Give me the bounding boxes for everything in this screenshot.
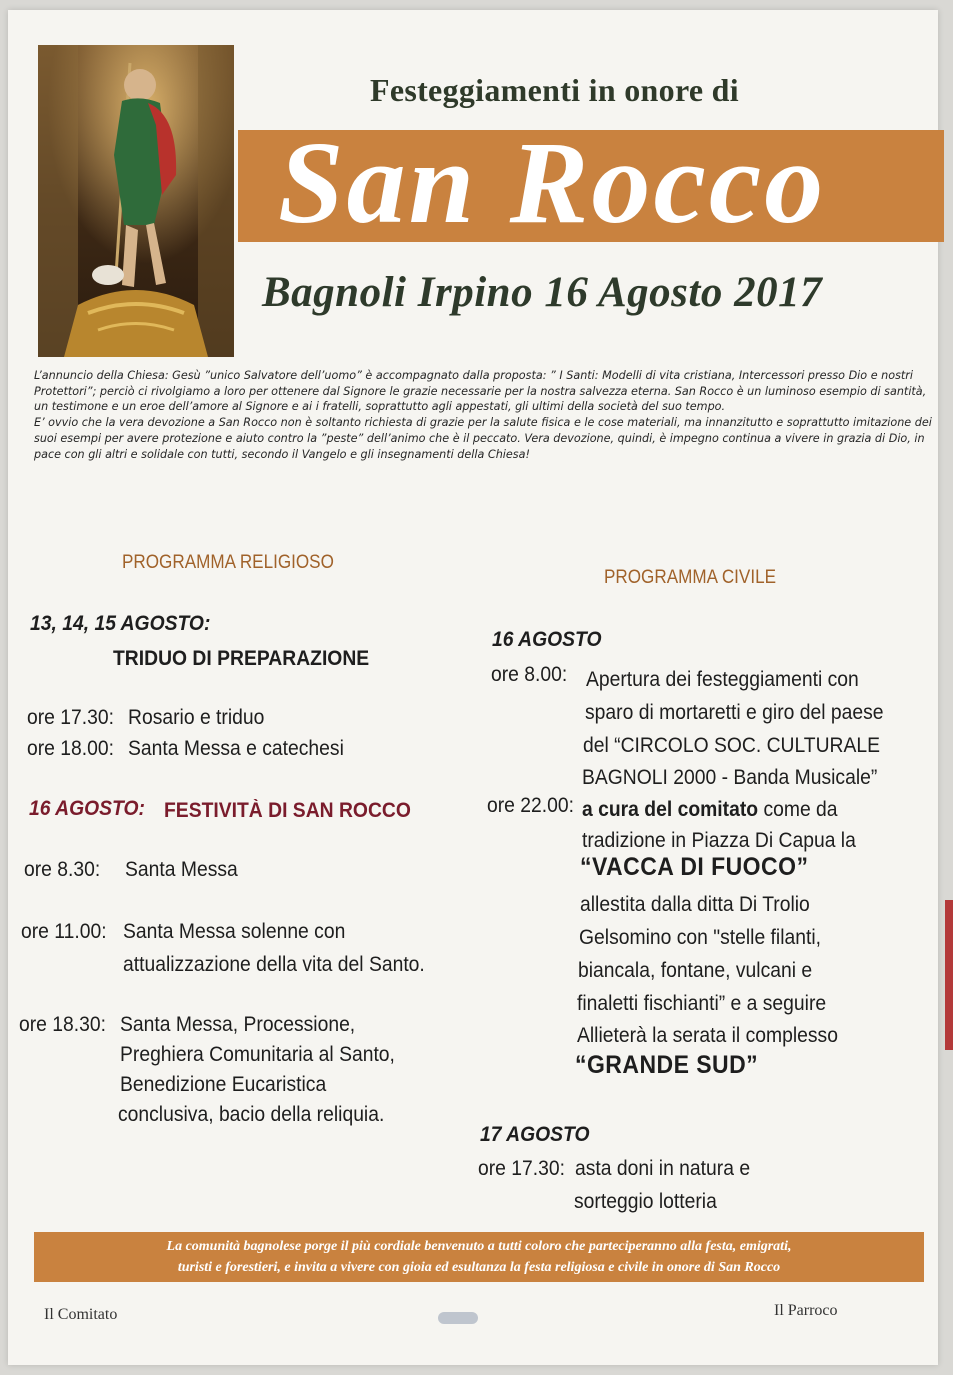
schedule-time: ore 18.00: [27,737,115,760]
schedule-time: ore 8.00: [491,663,568,686]
grande-sud: “GRANDE SUD” [575,1051,759,1079]
schedule-text: allestita dalla ditta Di Trolio [580,893,810,916]
schedule-text: biancala, fontane, vulcani e [578,959,813,982]
welcome-line: La comunità bagnolese porge il più cordiale benvenuto a tutti coloro che parteciperanno alla festa, emigrati, [166,1239,792,1254]
place-date: Bagnoli Irpino 16 Agosto 2017 [262,269,823,316]
schedule-text: conclusiva, bacio della reliquia. [118,1103,385,1126]
schedule-time: ore 17.30: [27,706,115,729]
organizer-note: a cura del comitato [582,798,759,821]
schedule-text: Santa Messa e catechesi [128,737,344,760]
schedule-text: sparo di mortaretti e giro del paese [585,701,884,724]
schedule-time: ore 18.30: [19,1013,107,1036]
festivita-heading: FESTIVITÀ DI SAN ROCCO [164,799,411,822]
days-13-15: 13, 14, 15 AGOSTO: [30,612,211,635]
schedule-text: del “CIRCOLO SOC. CULTURALE [583,734,881,757]
poster-title: San Rocco [278,117,827,248]
triduo-heading: TRIDUO DI PREPARAZIONE [113,647,370,670]
schedule-time: ore 8.30: [24,858,101,881]
day-16-religious: 16 AGOSTO: [29,797,145,820]
religious-program-heading: PROGRAMMA RELIGIOSO [122,552,334,573]
schedule-text: Allieterà la serata il complesso [577,1024,838,1047]
subtitle-festeggiamenti: Festeggiamenti in onore di [370,72,739,108]
schedule-text-part: come da [758,798,838,821]
signature-comitato: Il Comitato [44,1306,118,1323]
schedule-text: tradizione in Piazza Di Capua la [582,829,856,852]
intro-text [34,368,934,462]
schedule-text: BAGNOLI 2000 - Banda Musicale” [582,766,878,789]
signature-parroco: Il Parroco [774,1302,838,1319]
civil-program-heading: PROGRAMMA CIVILE [604,567,776,588]
schedule-text: finaletti fischianti” e a seguire [577,992,827,1015]
schedule-time: ore 22.00: [487,794,575,817]
schedule-text: Gelsomino con "stelle filanti, [579,926,822,949]
schedule-text: Preghiera Comunitaria al Santo, [120,1043,395,1066]
stamp-mark [438,1312,478,1324]
schedule-text: Santa Messa, Processione, [120,1013,356,1036]
schedule-text: Rosario e triduo [128,706,265,729]
vacca-di-fuoco: “VACCA DI FUOCO” [580,853,809,881]
welcome-line: turisti e forestieri, e invita a vivere con gioia ed esultanza la festa religiosa e civile in onore di San Rocco [177,1260,781,1275]
adjacent-poster-edge [945,900,953,1050]
intro-paragraph: E’ ovvio che la vera devozione a San Rocco non è soltanto richiesta di grazie per la salute fisica e le cose materiali, ma innanzitutto e soprattutto imitazione dei suoi esempi per avere protezione e aiuto contro la ”peste” dell’animo che è il peccato. Vera devozione, quindi, è impegno continua a vivere in grazia di Dio, in pace con gli altri e solidale con tutti, secondo il Vangelo e gli insegnamenti della Chiesa! [34,416,932,461]
schedule-time: ore 11.00: [21,920,107,943]
saint-statue-photo [38,45,234,357]
day-17-civil: 17 AGOSTO [480,1123,590,1146]
schedule-text: Santa Messa solenne con [123,920,346,943]
schedule-text: attualizzazione della vita del Santo. [123,953,425,976]
schedule-text: Santa Messa [125,858,238,881]
schedule-text: sorteggio lotteria [574,1190,717,1213]
welcome-message [34,1236,924,1278]
schedule-text: Benedizione Eucaristica [120,1073,327,1096]
day-16-civil: 16 AGOSTO [492,628,602,651]
intro-paragraph: L’annuncio della Chiesa: Gesù ”unico Salvatore dell’uomo” è accompagnato dalla proposta: ” I Santi: Modelli di vita cristiana, Intercessori presso Dio e nostri Protettori”; perciò ci rivolgiamo a loro per ottenere dal Signore le grazie necessarie per la nostra salvezza eterna. San Rocco è un luminoso esempio di santità, un testimone e un eroe dell’amore al Signore e ai i fratelli, soprattutto agli appestati, gli ultimi della società del suo tempo. [34,369,927,414]
schedule-text: asta doni in natura e [575,1157,751,1180]
schedule-text [582,798,838,822]
schedule-text: Apertura dei festeggiamenti con [586,668,859,691]
schedule-time: ore 17.30: [478,1157,566,1180]
